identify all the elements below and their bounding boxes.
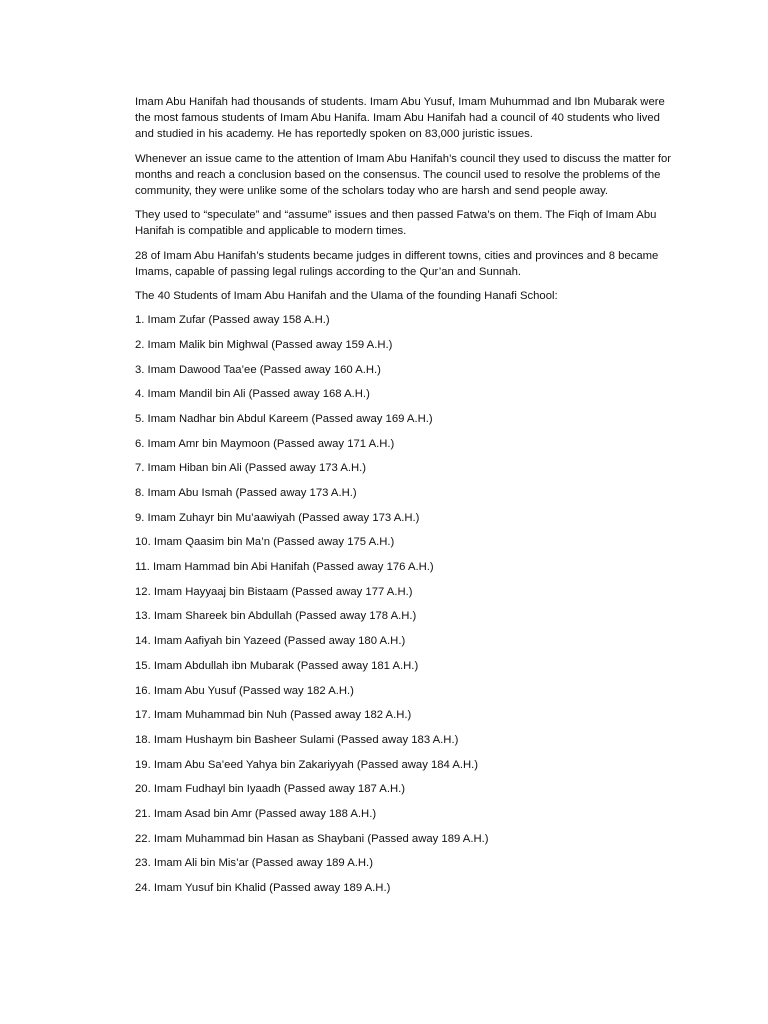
intro-paragraph: Imam Abu Hanifah had thousands of students. Imam Abu Yusuf, Imam Muhummad and Ibn Mubarak were the most famous students of Imam Abu Hanifa. Imam Abu Hanifah had a council of 40 students who lived and studied in his academy. He has reportedly spoken on 83,000 juristic issues.	[135, 96, 665, 141]
list-item: 19. Imam Abu Sa’eed Yahya bin Zakariyyah (Passed away 184 A.H.)	[135, 758, 479, 771]
list-item: 17. Imam Muhammad bin Nuh (Passed away 182 A.H.)	[135, 709, 412, 722]
judges-paragraph: 28 of Imam Abu Hanifah’s students became judges in different towns, cities and provinces and 8 became Imams, capable of passing legal rulings according to the Qur’an and Sunnah.	[135, 249, 659, 278]
list-item: 2. Imam Malik bin Mighwal (Passed away 159 A.H.)	[135, 338, 393, 351]
list-item: 7. Imam Hiban bin Ali (Passed away 173 A.H.)	[135, 462, 367, 475]
list-item: 9. Imam Zuhayr bin Mu’aawiyah (Passed away 173 A.H.)	[135, 511, 420, 524]
list-heading: The 40 Students of Imam Abu Hanifah and the Ulama of the founding Hanafi School:	[135, 290, 558, 303]
list-item: 23. Imam Ali bin Mis’ar (Passed away 189 A.H.)	[135, 857, 373, 870]
list-item: 21. Imam Asad bin Amr (Passed away 188 A.H.)	[135, 807, 377, 820]
list-item: 16. Imam Abu Yusuf (Passed way 182 A.H.)	[135, 684, 354, 697]
list-item: 12. Imam Hayyaaj bin Bistaam (Passed away 177 A.H.)	[135, 585, 413, 598]
list-item: 4. Imam Mandil bin Ali (Passed away 168 A.H.)	[135, 388, 370, 401]
list-item: 22. Imam Muhammad bin Hasan as Shaybani (Passed away 189 A.H.)	[135, 832, 489, 845]
list-item: 24. Imam Yusuf bin Khalid (Passed away 189 A.H.)	[135, 882, 391, 895]
list-item: 20. Imam Fudhayl bin Iyaadh (Passed away 187 A.H.)	[135, 783, 406, 796]
council-paragraph: Whenever an issue came to the attention of Imam Abu Hanifah’s council they used to discuss the matter for months and reach a conclusion based on the consensus. The council used to resolve the problems of the community, they were unlike some of the scholars today who are harsh and send people away.	[135, 152, 672, 198]
list-item: 14. Imam Aafiyah bin Yazeed (Passed away 180 A.H.)	[135, 635, 406, 648]
list-item: 8. Imam Abu Ismah (Passed away 173 A.H.)	[135, 487, 357, 500]
list-item: 6. Imam Amr bin Maymoon (Passed away 171 A.H.)	[135, 437, 395, 450]
list-item: 10. Imam Qaasim bin Ma’n (Passed away 175 A.H.)	[135, 536, 395, 549]
students-list	[135, 312, 680, 905]
document-body	[135, 94, 680, 905]
list-item: 13. Imam Shareek bin Abdullah (Passed away 178 A.H.)	[135, 610, 417, 623]
list-item: 15. Imam Abdullah ibn Mubarak (Passed away 181 A.H.)	[135, 659, 419, 672]
list-item: 11. Imam Hammad bin Abi Hanifah (Passed away 176 A.H.)	[135, 561, 434, 574]
list-item: 3. Imam Dawood Taa’ee (Passed away 160 A.H.)	[135, 363, 381, 376]
list-item: 1. Imam Zufar (Passed away 158 A.H.)	[135, 314, 330, 327]
list-item: 5. Imam Nadhar bin Abdul Kareem (Passed away 169 A.H.)	[135, 412, 433, 425]
fatwa-paragraph: They used to “speculate” and “assume” issues and then passed Fatwa’s on them. The Fiqh of Imam Abu Hanifah is compatible and applicable to modern times.	[135, 209, 657, 238]
list-item: 18. Imam Hushaym bin Basheer Sulami (Passed away 183 A.H.)	[135, 733, 459, 746]
